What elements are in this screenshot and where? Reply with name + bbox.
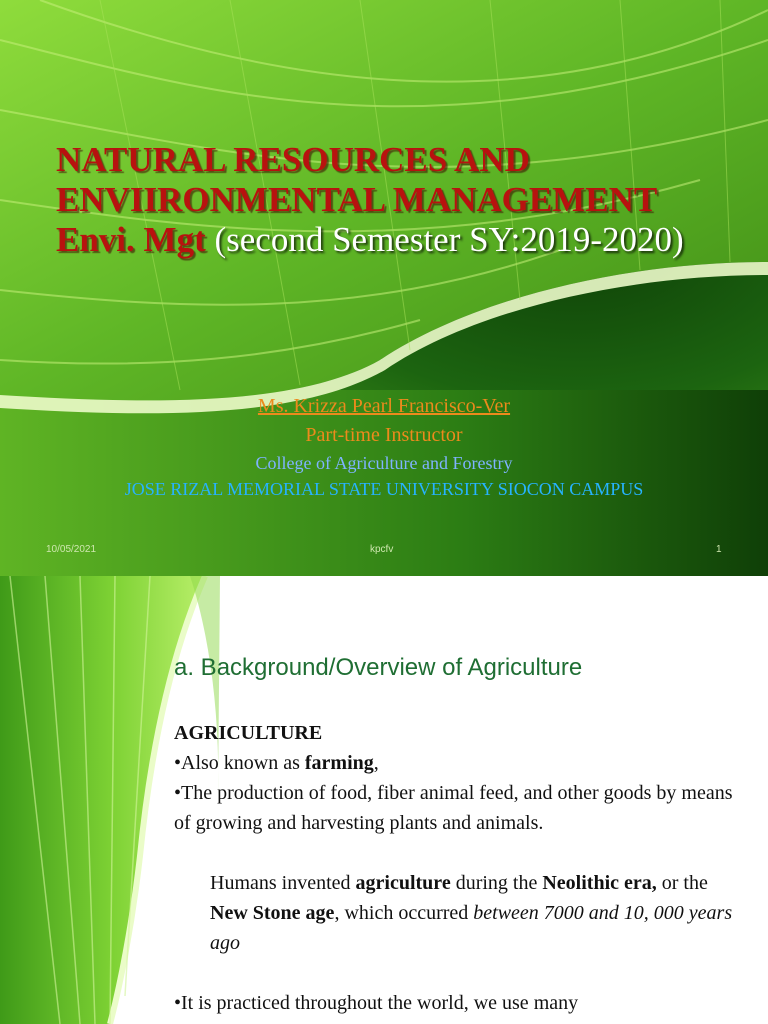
presenter-name-link[interactable]: Ms. Krizza Pearl Francisco-Ver <box>257 395 511 417</box>
bullet-practice: •It is practiced throughout the world, we use many <box>174 992 579 1014</box>
course-code: Envi. Mgt <box>56 220 206 259</box>
presenter-block <box>0 392 768 502</box>
title-line-2: ENVIIRONMENTAL MANAGEMENT <box>56 180 658 219</box>
title-line-1: NATURAL RESOURCES AND <box>56 140 530 179</box>
slide-heading: a. Background/Overview of Agriculture <box>174 654 583 681</box>
bullet-definition: •The production of food, fiber animal feed, and other goods by means of growing and harvesting plants and animals. <box>174 782 733 834</box>
term-heading: AGRICULTURE <box>174 722 323 744</box>
university-name: JOSE RIZAL MEMORIAL STATE UNIVERSITY SIOCON CAMPUS <box>124 479 644 499</box>
semester-label: (second Semester SY:2019-2020) <box>205 220 684 259</box>
footer-author: kpcfv <box>370 544 394 555</box>
neolithic-paragraph: Humans invented agriculture during the Neolithic era, or the New Stone age, which occurred between 7000 and 10, 000 years ago <box>210 872 733 954</box>
college-name: College of Agriculture and Forestry <box>255 453 513 473</box>
slide-number: 1 <box>716 544 722 555</box>
slide-body <box>174 718 734 1018</box>
bullet-farming: •Also known as farming, <box>174 752 379 774</box>
footer-date: 10/05/2021 <box>46 544 97 555</box>
presenter-role: Part-time Instructor <box>305 424 463 446</box>
content-slide <box>0 576 768 1024</box>
slide-title <box>56 140 756 260</box>
title-line-3 <box>56 220 756 260</box>
